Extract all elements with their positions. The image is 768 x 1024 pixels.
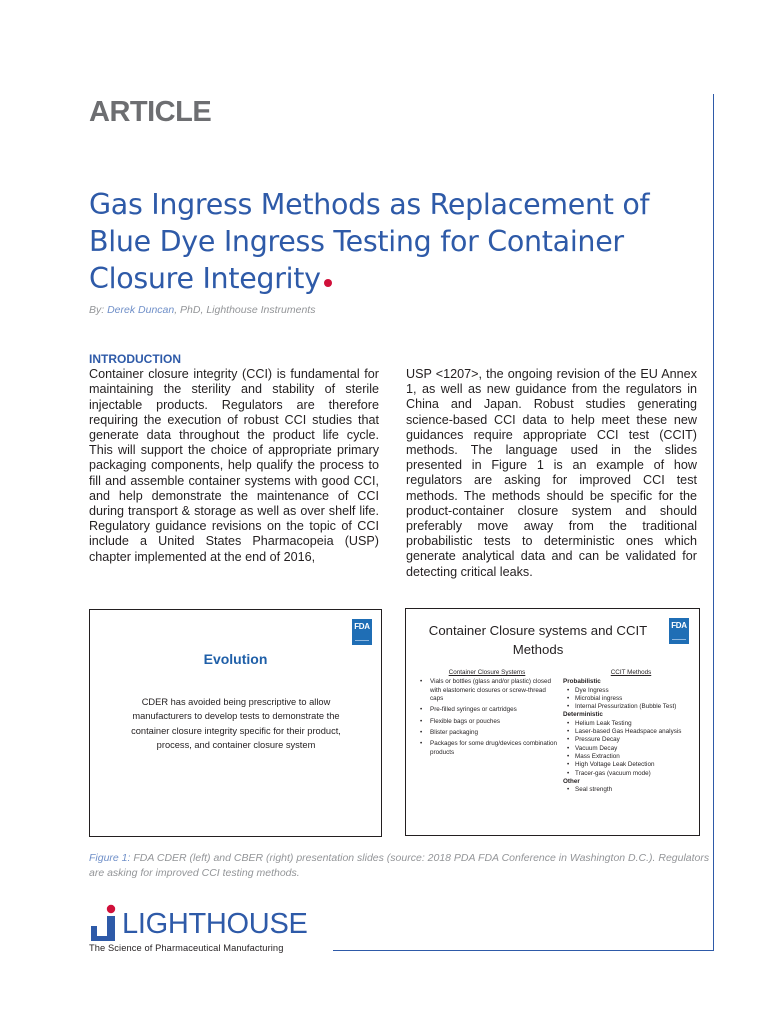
section-label: ARTICLE (89, 96, 212, 128)
byline (89, 304, 315, 316)
intro-paragraph-right: USP <1207>, the ongoing revision of the EU Annex 1, as well as new guidance from the regulators in China and Japan. Robust studies generating science-based CCI data to help meet these new guidances require appropriate CCI test (CCIT) methods. The language used in the slides presented in Figure 1 is an example of how regulators are asking for improved CCI test methods. The methods should be specific for the product-container closure system and should preferably move away from the traditional probabilistic tests to deterministic ones which generate analytical data and can be validated for detecting critical leaks. (406, 367, 697, 579)
ccit-methods-column (563, 669, 699, 794)
slide-ccit-title: Container Closure systems and CCIT Methods (428, 623, 648, 657)
ccs-heading: Container Closure Systems (448, 669, 526, 676)
list-item: • Internal Pressurization (Bubble Test) (575, 703, 699, 711)
ccit-group-deterministic: Deterministic (563, 711, 603, 719)
list-item: • Laser-based Gas Headspace analysis (575, 728, 699, 736)
intro-heading: INTRODUCTION (89, 352, 181, 366)
lighthouse-logo-icon (89, 904, 125, 942)
byline-author: Derek Duncan (107, 304, 175, 316)
article-title-text: Gas Ingress Methods as Replacement of Blue Dye Ingress Testing for Container Closure Integrity (89, 188, 650, 295)
container-closure-systems-column (416, 669, 558, 760)
ccs-list (416, 678, 558, 757)
list-item: • Vials or bottles (glass and/or plastic) closed with elastomeric closures or screw-thread caps (430, 678, 558, 703)
ccit-list-deterministic (563, 720, 699, 778)
intro-paragraph-left: Container closure integrity (CCI) is fundamental for maintaining the sterility and stability of sterile injectable products. Regulators are therefore requiring the execution of robust CCI studies that generate data throughout the product life cycle. This will support the choice of appropriate primary packaging components, help qualify the process to fill and assemble container systems with good CCI, and help demonstrate the maintenance of CCI during transport & storage as well as over shelf life. Regulatory guidance revisions on the topic of CCI include a United States Pharmacopeia (USP) chapter implemented at the end of 2016, (89, 367, 379, 564)
article-title (89, 186, 689, 297)
list-item: • Pre-filled syringes or cartridges (430, 706, 558, 714)
list-item: • Packages for some drug/devices combination products (430, 740, 558, 757)
right-rule (713, 94, 714, 950)
byline-affiliation: , PhD, Lighthouse Instruments (174, 304, 316, 316)
list-item: • Pressure Decay (575, 736, 699, 744)
ccit-group-probabilistic: Probabilistic (563, 678, 601, 686)
fda-logo-icon: FDA (352, 619, 372, 645)
slide-ccit-methods (405, 608, 700, 836)
lighthouse-wordmark: LIGHTHOUSE (122, 908, 308, 940)
ccit-list-other (563, 786, 699, 794)
figure-caption-text: FDA CDER (left) and CBER (right) presentation slides (source: 2018 PDA FDA Conference in Washington D.C.). Regulators are asking for improved CCI testing methods. (89, 852, 710, 879)
ccit-group-other: Other (563, 777, 580, 785)
list-item: • Mass Extraction (575, 753, 699, 761)
list-item: • Blister packaging (430, 729, 558, 737)
list-item: • Seal strength (575, 786, 699, 794)
figure-caption (89, 851, 719, 881)
fda-logo-icon: FDA (669, 618, 689, 644)
list-item: • High Voltage Leak Detection (575, 761, 699, 769)
ccit-heading: CCIT Methods (610, 669, 652, 676)
list-item: • Tracer-gas (vacuum mode) (575, 770, 699, 778)
list-item: • Flexible bags or pouches (430, 718, 558, 726)
list-item: • Microbial ingress (575, 695, 699, 703)
list-item: • Dye Ingress (575, 687, 699, 695)
slide-evolution-title: Evolution (203, 651, 268, 667)
list-item: • Vacuum Decay (575, 745, 699, 753)
lighthouse-tagline: The Science of Pharmaceutical Manufacturing (89, 943, 284, 953)
byline-prefix: By: (89, 304, 108, 316)
ccit-list-probabilistic (563, 687, 699, 712)
intro-column-left (89, 352, 379, 565)
title-dot (324, 279, 332, 287)
figure-label: Figure 1: (89, 852, 131, 864)
slide-evolution (89, 609, 382, 837)
list-item: • Helium Leak Testing (575, 720, 699, 728)
intro-column-right (406, 367, 697, 580)
slide-evolution-text: CDER has avoided being prescriptive to allow manufacturers to develop tests to demonstrate the container closure integrity specific for their product, process, and container closure system (131, 697, 341, 751)
bottom-rule (333, 950, 714, 951)
